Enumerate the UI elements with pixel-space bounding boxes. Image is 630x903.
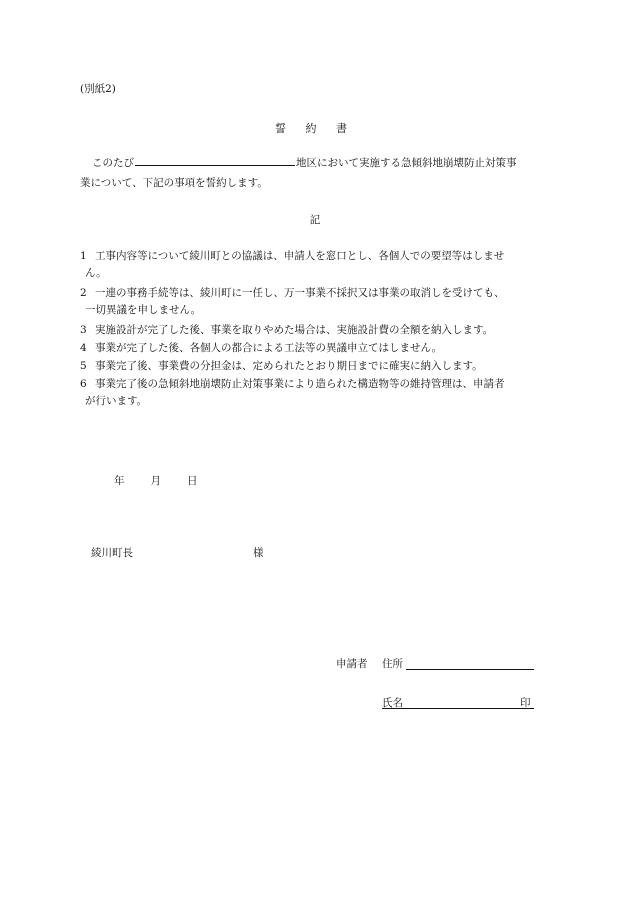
- item-number: 3: [80, 324, 87, 336]
- date-day: 日: [187, 475, 198, 487]
- intro-prefix: このたび: [92, 157, 134, 169]
- attachment-label: (別紙2): [80, 83, 116, 95]
- item-number: 6: [80, 378, 87, 390]
- address-label: 住所: [382, 658, 403, 670]
- honorific: 様: [253, 547, 264, 559]
- item-number: 4: [80, 342, 87, 354]
- item-text: 事業完了後、事業費の分担金は、定められたとおり期日までに確実に納入します。: [95, 360, 483, 372]
- intro-line-2: 業について、下記の事項を誓約します。: [80, 177, 268, 189]
- date-year: 年: [114, 475, 125, 487]
- item-number: 2: [80, 287, 87, 299]
- intro-suffix: 地区において実施する急傾斜地崩壊防止対策事: [296, 157, 517, 169]
- item-text-cont: が行います。: [85, 395, 148, 407]
- item-text: 実施設計が完了した後、事業を取りやめた場合は、実施設計費の全額を納入します。: [95, 324, 494, 336]
- addressee: 綾川町長: [91, 547, 133, 559]
- date-line: [114, 473, 198, 488]
- item-text-cont: 一切異議を申しません。: [85, 304, 202, 316]
- item-text: 一連の事務手続等は、綾川町に一任し、万一事業不採択又は事業の取消しを受けても、: [95, 287, 505, 299]
- item-number: 1: [80, 250, 87, 262]
- pledge-item: [80, 322, 550, 339]
- document-title: 誓 約 書: [275, 122, 355, 135]
- item-text: 事業が完了した後、各個人の都合による工法等の異議申立てはしません。: [95, 342, 443, 354]
- ki-heading: 記: [309, 214, 321, 226]
- district-blank-field[interactable]: [135, 155, 295, 166]
- seal-mark: 印: [520, 697, 531, 709]
- applicant-label: 申請者: [336, 658, 368, 670]
- pledge-item: [80, 358, 550, 375]
- pledge-item: [80, 340, 550, 357]
- item-text: 事業完了後の急傾斜地崩壊防止対策事業により造られた構造物等の維持管理は、申請者: [95, 378, 505, 390]
- item-text: 工事内容等について綾川町との協議は、申請人を窓口とし、各個人での要望等はしませ: [95, 250, 505, 262]
- address-field-line[interactable]: [406, 669, 534, 670]
- pledge-item: [80, 376, 550, 410]
- intro-line-1: [80, 155, 560, 170]
- pledge-item: [80, 285, 550, 319]
- name-label: 氏名: [382, 697, 403, 709]
- item-text-cont: ん。: [85, 267, 107, 279]
- pledge-item: [80, 248, 550, 282]
- date-month: 月: [150, 475, 161, 487]
- item-number: 5: [80, 360, 87, 372]
- name-field-line[interactable]: [382, 708, 534, 709]
